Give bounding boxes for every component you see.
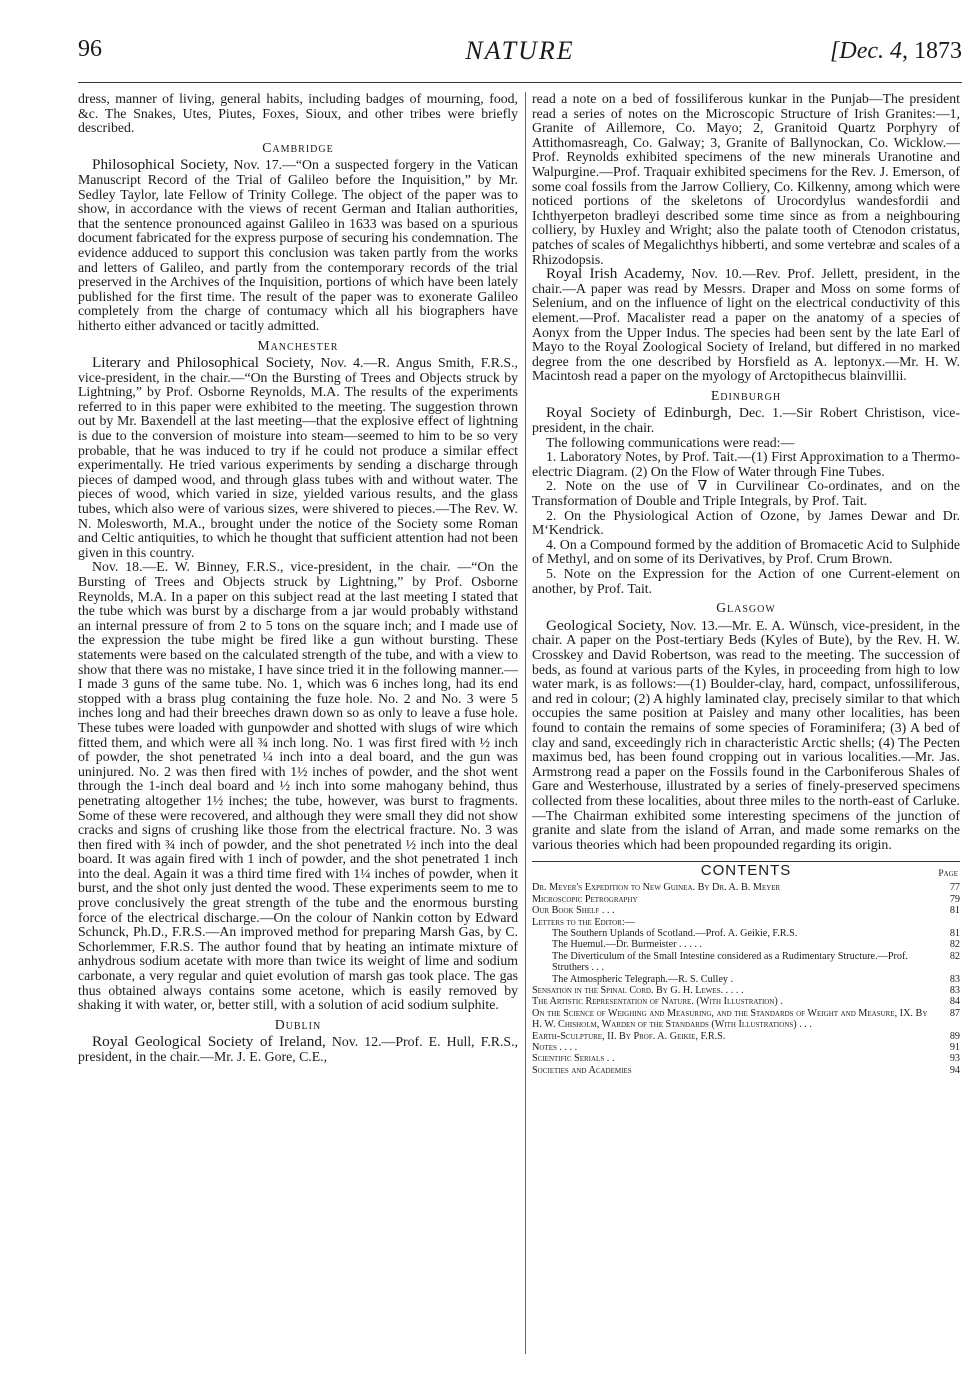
contents-item [532, 882, 960, 893]
contents-list [532, 882, 960, 1076]
contents-item-page: 91 [949, 1041, 960, 1053]
section-heading-dublin: Dublin [274, 1016, 322, 1032]
contents-item-page: 77 [949, 882, 960, 894]
issue-date-day: [Dec. 4, [830, 38, 908, 64]
contents-item-page: 82 [949, 939, 960, 951]
contents-item-page: 94 [949, 1064, 960, 1076]
edinburgh-paragraph [532, 406, 960, 435]
contents-item-title: Earth-Sculpture, II. By Prof. A. Geikie, F.R.S. [532, 1030, 726, 1042]
contents-item-title: On the Science of Weighing and Measuring, and the Standards of Weight and Measure, IX. By H. W. Chisholm, Warden of the Standards (With Illustrations) . . . [532, 1007, 928, 1031]
left-column [78, 92, 518, 1065]
cambridge-paragraph [78, 158, 518, 333]
contents-item-title: The Atmospheric Telegraph.—R. S. Culley . [552, 973, 734, 985]
right-column [532, 92, 960, 1076]
header-rule [78, 82, 962, 83]
society-name: Royal Geological Society of Ireland, [92, 1033, 326, 1051]
page-number: 96 [78, 36, 102, 62]
contents-item [532, 974, 960, 985]
column-divider [525, 92, 526, 1354]
manchester-paragraph-2: Nov. 18.—E. W. Binney, F.R.S., vice-president, in the chair. —“On the Bursting of Trees and Objects struck by Lightning,” by Prof. Osborne Reynolds, M.A. In a paper on this subject read at the last meeting I stated that the tube which was burst by a discharge from a jar would probably withstand an internal pressure of from 2 to 5 tons on the square inch; and I made use of the expression the tube might be fired like a gun without bursting. These statements were based on the calculated strength of the tube, and with a view to show that there was no mistake, I have since tried it in the following manner.—I made 3 guns of the same tube. No. 1, which was 6 inches long, had its end stopped with a brass plug containing the fuze hole. No. 2 and No. 3 were 5 inches long and had their breeches drawn down so as only to leave a fuse hole. These tubes were loaded with gunpowder and shotted with slugs of wire which fitted them, and which were all ¾ inch long. No. 1 was first fired with ½ inch of powder, the shot penetrated ¼ inch into a deal board, and the gun was uninjured. No. 2 was then fired with 1½ inches of powder, and the shot went through the 1-inch deal board and ½ inch into some mahogany behind, thus penetrating altogether 1½ inches; the tube, however, was burst to fragments. Some of these were recovered, and although they were small they did not show cracks and signs of crushing like those from the electrical fracture. No. 3 was then fired with ¾ inch of powder, and the shot penetrated ½ inch into the deal board. It was again fired with 1 inch of powder, and the shot penetrated 1 inch into the deal. Again it was a third time fired with 1¼ inches of powder, when it burst, and the shot only just dented the wood. These experiments seem to me to prove conclusively the great strength of the tube and the enormous bursting force of the electrical discharge.—On the colour of Nankin cotton by Edward Schunck, Ph.D., F.R.S.—An improved method for preparing Marsh Gas, by C. Schorlemmer, F.R.S. The author found that by heating an intimate mixture of anhydrous sodium acetate with more than twice its weight of lime and sodium carbonate, a very regular and quiet evolution of marsh gas took place. The gas thus obtained always contains some acetone, which is easily removed by shaking it with water, or, better still, with a solution of acid sodium sulphite. [78, 559, 518, 1013]
society-name: Royal Irish Academy, [546, 265, 685, 283]
contents-item [532, 905, 960, 916]
contents-item [532, 1053, 960, 1064]
paragraph-text: Nov. 12.—Prof. E. Hull, F.R.S., president, in the chair.—Mr. J. E. Gore, C.E., [78, 1034, 518, 1064]
contents-item [532, 928, 960, 939]
contents-item-page [938, 917, 960, 928]
contents-item-title: Notes . . . . [532, 1041, 578, 1053]
communication-item: 4. On a Compound formed by the addition of Bromacetic Acid to Sulphide of Methyl, and on some of its Derivatives, by Prof. Crum Brown. [532, 536, 960, 567]
contents-item [532, 985, 960, 996]
contents-item-page: 89 [949, 1030, 960, 1042]
paragraph-text: Nov. 10.—Rev. Prof. Jellett, president, in the chair.—A paper was read by Messrs. Draper and Moss on some forms of Selenium, and on the influence of light on the electrical conductivity of this element.—Prof. Macalister read a paper on the anatomy of a species of Aonyx from the Upper Indus. The species had been sent by the late Earl of Mayo to the Royal Zoological Society of Ireland, but differed in no marked degree from the one described by Horsfield as A. leptonyx.—Mr. H. W. Macintosh read a paper on the myology of Arctopithecus blainvillii. [532, 266, 961, 384]
contents-item-page: 93 [949, 1053, 960, 1065]
contents-item-title: The Huemul.—Dr. Burmeister . . . . . [552, 939, 702, 951]
contents-item [532, 996, 960, 1007]
society-name: Literary and Philosophical Society, [92, 354, 315, 372]
society-name: Royal Society of Edinburgh, [546, 404, 732, 422]
section-heading-cambridge: Cambridge [262, 139, 334, 155]
contents-item [532, 1065, 960, 1076]
contents-item-page: 84 [949, 996, 960, 1008]
contents-item [532, 1031, 960, 1042]
contents-item-title: Scientific Serials . . [532, 1053, 615, 1065]
intro-paragraph: dress, manner of living, general habits, including badges of mourning, food, &c. The Snakes, Utes, Piutes, Foxes, Sioux, and other tribes were briefly described. [78, 91, 518, 136]
paragraph-text: Nov. 13.—Mr. E. A. Wünsch, vice-president, in the chair. A paper on the Post-tertiary Beds (Kyles of Bute), by the Rev. H. W. Crosskey and David Robertson, was read to the meeting. The succession of beds, as found at various parts of the Kyles, in proceeding from high to low water mark, is as follows:—(1) Boulder-clay, hard, compact, unfossiliferous, and red in colour; (2) A highly laminated clay, precisely similar to that which occupies the same position at Paisley and many other localities, has been found to contain the remains of some species of Foraminifera; (3) A bed of clay and sand, exceedingly rich in characteristic Arctic shells; (4) The Pecten maximus bed, has been found cropping out in various localities.—Mr. Jas. Armstrong read a paper on the Fossils found in the Carboniferous Shales of Gare and Westerhouse, illustrated by a series of finely-preserved specimens collected from these localities, about three miles to the north-east of Carluke.—The Chairman exhibited some interesting specimens of the junction of granite and slate from the island of Arran, and made some remarks on the various theories which had been propounded regarding its origin. [532, 617, 960, 852]
contents-item-title: Microscopic Petrography [532, 893, 638, 905]
contents-item [532, 917, 960, 928]
contents-heading: CONTENTS [700, 862, 792, 880]
contents-page-label: Page [938, 869, 958, 880]
communication-item: 1. Laboratory Notes, by Prof. Tait.—(1) First Approximation to a Thermo-electric Diagram. (2) On the Flow of Water through Fine Tubes. [532, 449, 960, 479]
contents-item-title: The Artistic Representation of Nature. (With Illustration) . [532, 996, 783, 1008]
contents-item [532, 939, 960, 950]
contents-item-page: 81 [949, 927, 960, 939]
contents-item-title: The Southern Uplands of Scotland.—Prof. A. Geikie, F.R.S. [552, 927, 798, 939]
issue-date [830, 38, 962, 65]
running-header [78, 36, 962, 76]
contents-item-page: 81 [949, 905, 960, 917]
paragraph-text: Nov. 17.—“On a suspected forgery in the Vatican Manuscript Record of the Trial of Galileo before the Inquisition,” by Mr. Sedley Taylor, late Fellow of Trinity College. The object of the paper was to show, in accordance with the views of recent German and Italian authorities, that the sentence pronounced against Galileo in 1633 was based on a spurious document fabricated for the express purpose of securing his condemnation. The evidence adduced to support this conclusion was taken partly from the works and letters of Galileo, and partly from the contemporary records of the trial preserved in the Archives of the Inquisition, portions of which have been lately published for the first time. The result of the paper was to exonerate Galileo completely from the charge of contumacy which all his biographers have hitherto either advanced or tacitly admitted. [78, 157, 518, 333]
contents-title [532, 864, 960, 882]
royal-irish-academy-paragraph [532, 267, 960, 384]
contents-item-page: 79 [949, 893, 960, 905]
contents-item [532, 894, 960, 905]
contents-item [532, 951, 960, 974]
contents-item-title: The Diverticulum of the Small Intestine considered as a Rudimentary Structure.—Prof. Struthers . . . [552, 950, 908, 974]
contents-item-page: 82 [949, 950, 960, 962]
society-name: Geological Society, [546, 616, 666, 634]
contents-item [532, 1042, 960, 1053]
journal-title: NATURE [465, 36, 575, 65]
dublin-paragraph [78, 1035, 518, 1064]
contents-item-title: Letters to the Editor:— [532, 916, 635, 928]
glasgow-paragraph [532, 616, 960, 853]
contents-item-title: Dr. Meyer's Expedition to New Guinea. By Dr. A. B. Meyer [532, 882, 781, 894]
contents-item-page: 83 [949, 984, 960, 996]
paragraph-text: Nov. 4.—R. Angus Smith, F.R.S., vice-president, in the chair.—“On the Bursting of Trees and Objects struck by Lightning,” by Prof. Osborne Reynolds, M.A. The results of the experiments referred to in this paper were exhibited to the meeting. The suggestion thrown out by Mr. Baxendell at the last meeting—that the explosive effect of lightning is due to the conversion of moisture into steam—seemed to him to be so very probable, that he was induced to try if he could not produce a similar effect experimentally. He tried various experiments by sending a discharge through pieces of damped wood, and through glass tubes with and without water. The pieces of wood, which varied in size, yielded various results, and the glass tubes, which also were of various sizes, were shivered to pieces.—The Rev. W. N. Molesworth, M.A., brought under the notice of the Society some Roman and Celtic antiquities, to which he thought that sufficient attention had not been given in this country. [78, 355, 518, 560]
contents-item [532, 1008, 960, 1031]
contents-box [532, 861, 960, 1076]
communication-item: 2. On the Physiological Action of Ozone, by James Dewar and Dr. M‘Kendrick. [532, 507, 960, 538]
contents-item-title: Societies and Academies [532, 1064, 632, 1076]
section-heading-manchester: Manchester [257, 337, 339, 353]
communication-item: 5. Note on the Expression for the Action of one Current-element on another, by Prof. Tait. [532, 566, 960, 596]
manchester-paragraph [78, 356, 518, 560]
paragraph-text: Dec. 1.—Sir Robert Christison, vice-president, in the chair. [532, 405, 960, 436]
communication-item: 2. Note on the use of ∇ in Curvilinear Co-ordinates, and on the Transformation of Double and Triple Integrals, by Prof. Tait. [532, 478, 960, 509]
edinburgh-communications-intro: The following communications were read:— [546, 434, 795, 450]
issue-date-year: 1873 [914, 38, 962, 64]
society-name: Philosophical Society, [92, 156, 229, 174]
section-heading-glasgow: Glasgow [716, 600, 776, 616]
dublin-continued-paragraph: read a note on a bed of fossiliferous kunkar in the Punjab—The president read a series of notes on the Microscopic Structure of Irish Granites:—1, Granite of Aillemore, Co. Mayo; 2, Granitoid Quartz Porphyry of Attithomasreagh, Co. Galway; 3, Granite of Ballynockan, Co. Wicklow.—Prof. Reynolds exhibited specimens of the new minerals Uranotine and Walpurgine.—Prof. Traquair exhibited specimens for the Rev. J. Emerson, of some coal fossils from the Jarrow Colliery, Co. Kilkenny, among which were noticed portions of the skeletons of Urocordylus wandesfordii and Ichthyerpeton bradleyi described some time since as from a neighbouring colliery, by Huxley and Wright; also the palate tooth of Ctenodon cristatus, patches of scales of Megalichthys hibberti, and some vertebræ and scales of a Rhizodopsis. [532, 91, 960, 267]
contents-item-page: 83 [949, 973, 960, 985]
section-heading-edinburgh: Edinburgh [710, 387, 782, 403]
contents-item-title: Sensation in the Spinal Cord. By G. H. Lewes. . . . . [532, 984, 744, 996]
contents-item-page: 87 [949, 1007, 960, 1019]
contents-item-title: Our Book Shelf . . . [532, 905, 615, 917]
